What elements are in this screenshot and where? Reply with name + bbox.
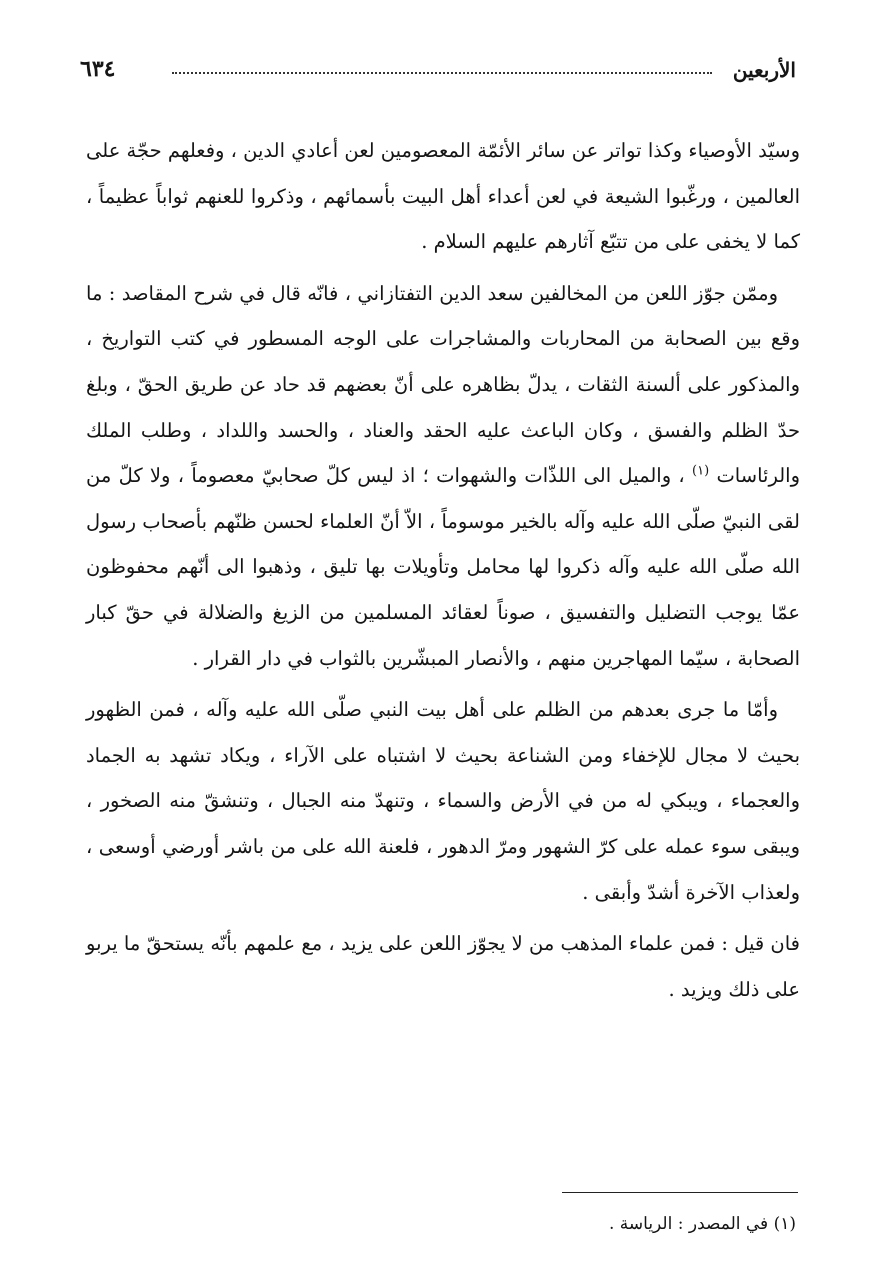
paragraph-1: وسيّد الأوصياء وكذا تواتر عن سائر الأئمّة المعصومين لعن أعادي الدين ، وفعلهم حجّة على العالمين ، ورغّبوا الشيعة في لعن أعداء أهل البيت بأسمائهم ، وذكروا للعنهم ثواباً عظيماً ، كما لا يخفى على من تتبّع آثارهم عليهم السلام .: [86, 139, 800, 254]
footnote-1: (١) في المصدر : الرياسة .: [608, 1214, 796, 1234]
running-title: الأربعين: [732, 58, 796, 82]
paragraph-3: وأمّا ما جرى بعدهم من الظلم على أهل بيت النبي صلّى الله عليه وآله ، فمن الظهور بحيث لا مجال للإخفاء ومن الشناعة بحيث لا اشتباه على الآراء ، ويكاد تشهد به الجماد والعجماء ، ويبكي له من في الأرض والسماء ، وتنهدّ منه الجبال ، وتنشقّ منه الصخور ، ويبقى سوء عمله على كرّ الشهور ومرّ الدهور ، فلعنة الله على من باشر أورضي أوسعى ، ولعذاب الآخرة أشدّ وأبقى .: [86, 698, 800, 904]
body-text: [86, 128, 800, 1018]
page-number: ٦٣٤: [80, 56, 116, 82]
paragraph-4: فان قيل : فمن علماء المذهب من لا يجوّز اللعن على يزيد ، مع علمهم بأنّه يستحقّ ما يربو على ذلك ويزيد .: [86, 932, 800, 1001]
header-dot-leader: [172, 72, 712, 74]
footnote-separator: [562, 1192, 798, 1193]
page-header: [80, 56, 796, 90]
paragraph-2: [86, 271, 800, 681]
footnote-reference-1: (١): [692, 463, 710, 479]
paragraph-2-part-2: ، والميل الى اللذّات والشهوات ؛ اذ ليس كلّ صحابيّ معصوماً ، ولا كلّ من لقى النبيّ صلّى الله عليه وآله بالخير موسوماً ، الاّ أنّ العلماء لحسن ظنّهم بأصحاب رسول الله صلّى الله عليه وآله ذكروا لها محامل وتأويلات بها تليق ، وذهبوا الى أنّهم محفوظون عمّا يوجب التضليل والتفسيق ، صوناً لعقائد المسلمين من الزيغ والضلالة في حقّ كبار الصحابة ، سيّما المهاجرين منهم ، والأنصار المبشّرين بالثواب في دار القرار .: [86, 464, 800, 670]
paragraph-2-part-1: وممّن جوّز اللعن من المخالفين سعد الدين التفتازاني ، فانّه قال في شرح المقاصد : ما وقع بين الصحابة من المحاربات والمشاجرات على الوجه المسطور في كتب التواريخ ، والمذكور على ألسنة الثقات ، يدلّ بظاهره على أنّ بعضهم قد حاد عن طريق الحقّ ، وبلغ حدّ الظلم والفسق ، وكان الباعث عليه الحقد والعناد ، والحسد واللداد ، وطلب الملك والرئاسات: [86, 281, 800, 488]
